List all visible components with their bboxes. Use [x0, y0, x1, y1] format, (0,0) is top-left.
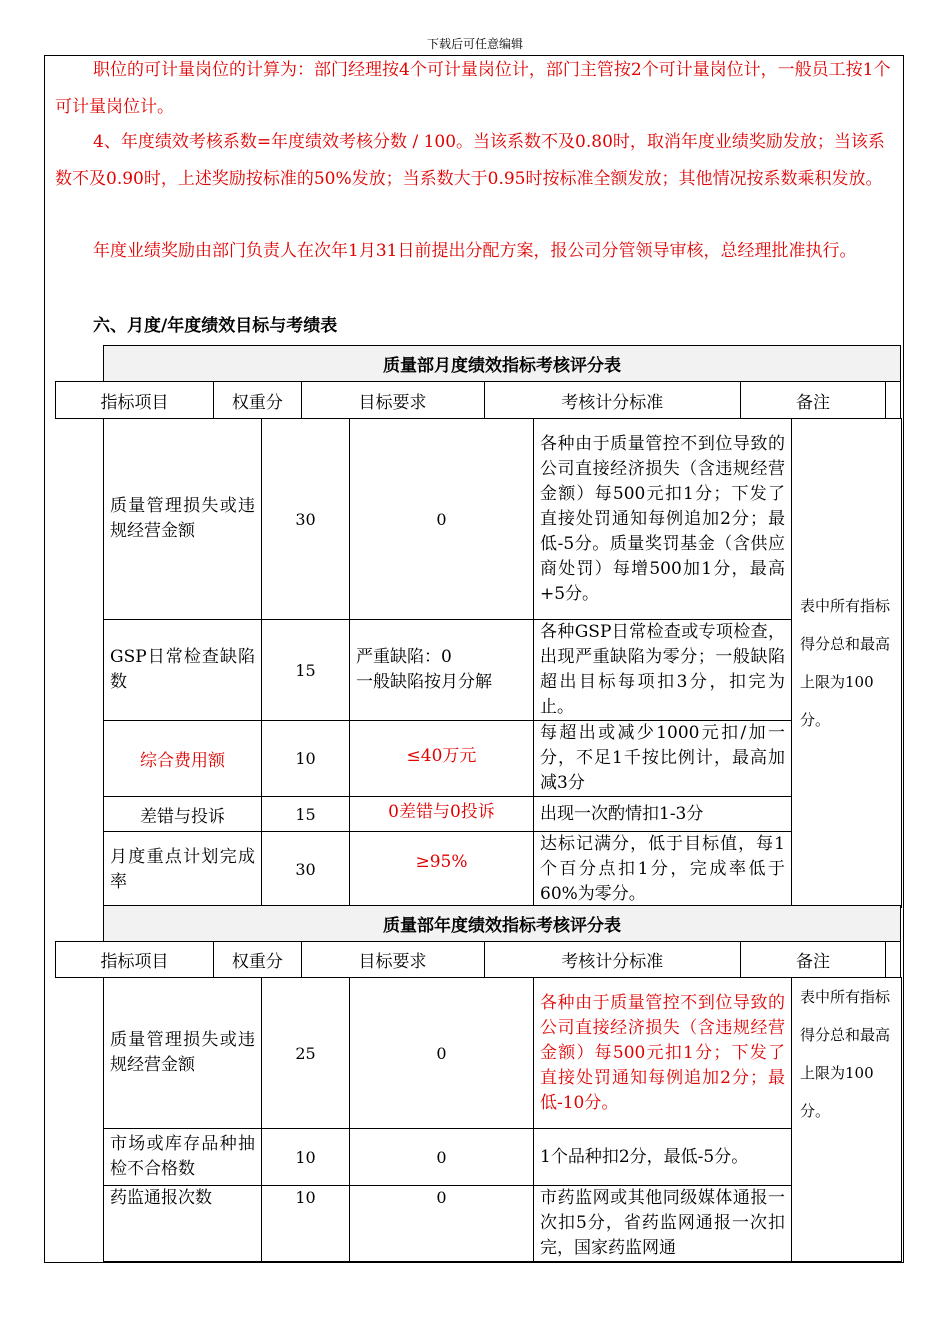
col-header-target: 目标要求 [301, 382, 484, 419]
annual-header-table [55, 941, 901, 978]
col-header-weight: 权重分 [214, 942, 302, 978]
row-weight: 15 [262, 620, 350, 721]
row-weight: 10 [262, 1129, 350, 1186]
paragraph-1 [55, 52, 900, 126]
row-target: 0差错与0投诉 [350, 797, 534, 832]
table-row [104, 419, 902, 620]
annual-title-table [103, 905, 901, 942]
row-standard: 每超出或减少1000元扣/加一分，不足1千按比例计，最高加减3分 [534, 721, 792, 797]
row-standard: 1个品种扣2分，最低-5分。 [534, 1129, 792, 1186]
row-item: 质量管理损失或违规经营金额 [104, 978, 262, 1129]
page-header: 下载后可任意编辑 [426, 37, 523, 51]
row-target: 0 [350, 419, 534, 620]
row-standard: 达标记满分，低于目标值，每1个百分点扣1分，完成率低于60%为零分。 [534, 832, 792, 908]
paragraph-2 [55, 124, 900, 198]
row-target: 0 [350, 1186, 534, 1262]
row-item: 差错与投诉 [104, 797, 262, 832]
col-header-target: 目标要求 [301, 942, 484, 978]
row-target: 0 [350, 978, 534, 1129]
row-weight: 10 [262, 1186, 350, 1262]
table-row [104, 620, 902, 721]
row-weight: 30 [262, 419, 350, 620]
row-standard: 出现一次酌情扣1-3分 [534, 797, 792, 832]
row-weight: 10 [262, 721, 350, 797]
col-header-weight: 权重分 [214, 382, 302, 419]
col-header-note: 备注 [740, 382, 885, 419]
row-item: 市场或库存品种抽检不合格数 [104, 1129, 262, 1186]
table-row [104, 1186, 902, 1262]
row-target: 0 [350, 1129, 534, 1186]
table-row [104, 978, 902, 1129]
row-standard: 市药监网或其他同级媒体通报一次扣5分，省药监网通报一次扣完，国家药监网通 [534, 1186, 792, 1262]
row-item: 药监通报次数 [104, 1186, 262, 1262]
row-standard: 各种由于质量管控不到位导致的公司直接经济损失（含违规经营金额）每500元扣1分；下发了直接处罚通知每例追加2分；最低-5分。质量奖罚基金（含供应商处罚）每增500加1分，最高+5分。 [534, 419, 792, 620]
row-standard: 各种由于质量管控不到位导致的公司直接经济损失（含违规经营金额）每500元扣1分；下发了直接处罚通知每例追加2分；最低-10分。 [534, 978, 792, 1129]
monthly-table [103, 418, 902, 908]
row-target: ≤40万元 [350, 721, 534, 797]
annual-table [103, 977, 902, 1262]
col-header-standard: 考核计分标准 [484, 942, 740, 978]
monthly-table-title: 质量部月度绩效指标考核评分表 [104, 346, 901, 382]
table-row [104, 1129, 902, 1186]
row-target: 严重缺陷：0 一般缺陷按月分解 [350, 620, 534, 721]
row-note: 表中所有指标得分总和最高上限为100分。 [792, 419, 902, 908]
paragraph-1-text: 职位的可计量岗位的计算为：部门经理按4个可计量岗位计，部门主管按2个可计量岗位计，一般员工按1个可计量岗位计。 [55, 60, 891, 117]
row-target: ≥95% [350, 832, 534, 908]
col-header-item: 指标项目 [56, 942, 214, 978]
row-weight: 30 [262, 832, 350, 908]
paragraph-3-text: 年度业绩奖励由部门负责人在次年1月31日前提出分配方案，报公司分管领导审核，总经理批准执行。 [93, 241, 857, 261]
table-row [104, 721, 902, 797]
annual-table-title: 质量部年度绩效指标考核评分表 [104, 906, 901, 942]
row-note: 表中所有指标得分总和最高上限为100分。 [792, 978, 902, 1262]
monthly-header-table [55, 381, 901, 419]
table-row [104, 832, 902, 908]
monthly-title-table [103, 345, 901, 382]
row-weight: 15 [262, 797, 350, 832]
section-title: 六、月度/年度绩效目标与考绩表 [93, 316, 338, 336]
col-header-item: 指标项目 [56, 382, 214, 419]
row-item: 质量管理损失或违规经营金额 [104, 419, 262, 620]
col-header-note: 备注 [740, 942, 885, 978]
row-item: 月度重点计划完成率 [104, 832, 262, 908]
col-header-standard: 考核计分标准 [484, 382, 740, 419]
table-row [104, 797, 902, 832]
row-standard: 各种GSP日常检查或专项检查，出现严重缺陷为零分；一般缺陷超出目标每项扣3分，扣完为止。 [534, 620, 792, 721]
paragraph-2-text: 4、年度绩效考核系数=年度绩效考核分数 / 100。当该系数不及0.80时，取消年度业绩奖励发放；当该系数不及0.90时，上述奖励按标准的50%发放；当系数大于0.95时按标准全额发放；其他情况按系数乘积发放。 [55, 132, 885, 189]
row-item: 综合费用额 [104, 721, 262, 797]
row-item: GSP日常检查缺陷数 [104, 620, 262, 721]
row-weight: 25 [262, 978, 350, 1129]
paragraph-3 [55, 233, 900, 270]
